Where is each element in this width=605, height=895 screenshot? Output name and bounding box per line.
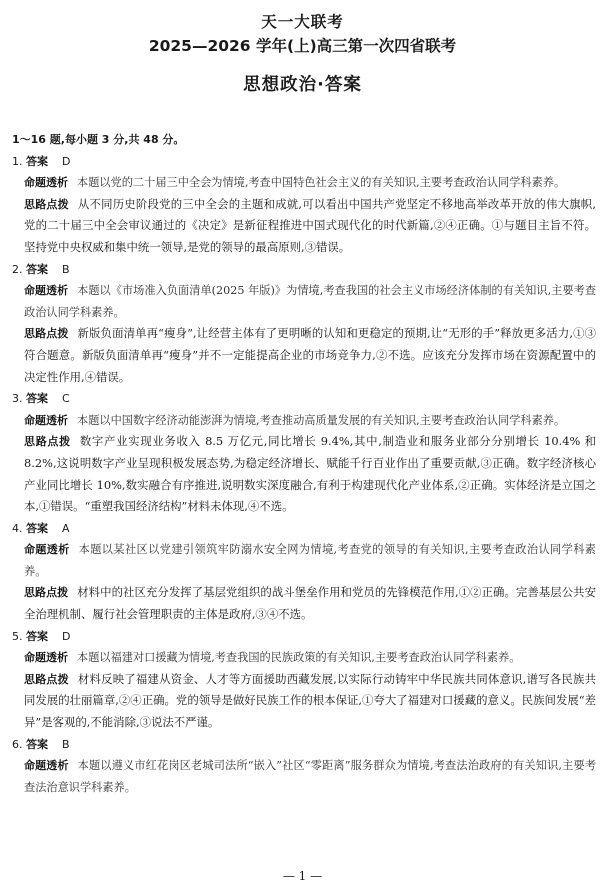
page-number: — 1 — [282, 869, 323, 883]
answer-content [12, 129, 596, 798]
analysis-q2 [12, 280, 596, 323]
answer-line-q3 [12, 388, 596, 410]
analysis-label: 命题透析 [24, 759, 69, 773]
answer-value: D [62, 629, 71, 643]
analysis-q5 [12, 647, 596, 669]
thinking-text: 数字产业实现业务收入 8.5 万亿元,同比增长 9.4%,其中,制造业和服务业部分分别增长 10.4% 和 8.2%,这说明数字产业呈现积极发展态势,为稳定经济增长、赋能千行百业作出了重要贡献,③正确。数字经济核心产业同比增长 10%,数实融合有序推进,说明数实深度融合,有利于构建现代化产业体系,②正确。实体经济是立国之本,①错误。“重塑我国经济结构”材料未体现,④不选。 [24, 434, 596, 514]
answer-value: B [62, 262, 70, 276]
thinking-text: 材料反映了福建从资金、人才等方面援助西藏发展,以实际行动铸牢中华民族共同体意识,谱写各民族共同发展的壮丽篇章,②④正确。党的领导是做好民族工作的根本保证,①夸大了福建对口援藏的意义。民族间发展“差异”是客观的,不能消除,③说法不严谨。 [24, 671, 597, 730]
answer-key-label: 答案 [26, 629, 48, 643]
thinking-q1 [12, 194, 596, 259]
thinking-label: 思路点拨 [24, 197, 69, 211]
analysis-text: 本题以党的二十届三中全会为情境,考查中国特色社会主义的有关知识,主要考查政治认同学科素养。 [77, 176, 566, 190]
analysis-text: 本题以中国数字经济动能澎湃为情境,考查推动高质量发展的有关知识,主要考查政治认同学科素养。 [77, 413, 566, 427]
thinking-q2 [12, 323, 596, 388]
organization-title: 天一大联考 [261, 13, 344, 31]
thinking-text: 新版负面清单再“瘦身”,让经营主体有了更明晰的认知和更稳定的预期,让“无形的手”释放更多活力,①③符合题意。新版负面清单再“瘦身”并不一定能提高企业的市场竞争力,②不选。应该充分发挥市场在资源配置中的决定性作用,④错误。 [24, 326, 596, 384]
question-number: 6. [12, 737, 23, 751]
thinking-label: 思路点拨 [24, 586, 69, 600]
thinking-label: 思路点拨 [24, 435, 71, 449]
exam-title: 2025—2026 学年(上)高三第一次四省联考 [148, 37, 457, 55]
answer-value: B [62, 737, 70, 751]
subject-title: 思想政治·答案 [243, 75, 362, 95]
answer-value: A [62, 521, 70, 535]
analysis-q4 [12, 539, 596, 582]
question-number: 2. [12, 262, 23, 276]
question-number: 5. [12, 629, 23, 643]
thinking-text: 从不同历史阶段党的三中全会的主题和成就,可以看出中国共产党坚定不移地高举改革开放的伟大旗帜,党的二十届三中全会审议通过的《决定》是新征程推进中国式现代化的时代新篇,②④正确。①与题目主旨不符。坚持党中央权威和集中统一领导,是党的领导的最高原则,③错误。 [24, 196, 597, 254]
thinking-q3 [12, 431, 596, 517]
thinking-q5 [12, 669, 596, 734]
scoring-intro: 1～16 题,每小题 3 分,共 48 分。 [12, 133, 185, 146]
answer-line-q1 [12, 151, 596, 173]
answer-key-label: 答案 [26, 154, 48, 168]
analysis-q6 [12, 755, 596, 798]
analysis-text: 本题以某社区以党建引领筑牢防溺水安全网为情境,考查党的领导的有关知识,主要考查政治认同学科素养。 [24, 543, 596, 578]
answer-line-q5 [12, 626, 596, 648]
thinking-q4 [12, 582, 596, 625]
question-number: 4. [12, 521, 23, 535]
answer-key-label: 答案 [26, 392, 48, 406]
answer-value: C [62, 392, 70, 406]
question-number: 1. [12, 154, 23, 168]
analysis-text: 本题以遵义市红花岗区老城司法所“嵌入”社区“零距离”服务群众为情境,考查法治政府的有关知识,主要考查法治意识学科素养。 [24, 759, 597, 794]
thinking-text: 材料中的社区充分发挥了基层党组织的战斗堡垒作用和党员的先锋模范作用,①②正确。完善基层公共安全治理机制、履行社会管理职责的主体是政府,③④不选。 [24, 585, 597, 622]
analysis-label: 命题透析 [24, 284, 69, 298]
analysis-text: 本题以福建对口援藏为情境,考查我国的民族政策的有关知识,主要考查政治认同学科素养。 [77, 651, 521, 665]
analysis-q1 [12, 172, 596, 194]
question-number: 3. [12, 392, 23, 406]
analysis-label: 命题透析 [24, 651, 68, 665]
answer-line-q4 [12, 518, 596, 540]
answer-key-label: 答案 [26, 521, 48, 535]
answer-line-q2 [12, 259, 596, 281]
analysis-label: 命题透析 [24, 176, 68, 190]
answer-line-q6 [12, 734, 596, 756]
thinking-label: 思路点拨 [24, 672, 69, 686]
thinking-label: 思路点拨 [24, 327, 69, 341]
analysis-label: 命题透析 [24, 413, 68, 427]
answer-value: D [62, 154, 71, 168]
analysis-label: 命题透析 [24, 543, 70, 557]
answer-key-label: 答案 [26, 737, 48, 751]
answer-key-label: 答案 [26, 262, 48, 276]
analysis-text: 本题以《市场准入负面清单(2025 年版)》为情境,考查我国的社会主义市场经济体制的有关知识,主要考查政治认同学科素养。 [24, 284, 597, 319]
analysis-q3 [12, 410, 596, 432]
